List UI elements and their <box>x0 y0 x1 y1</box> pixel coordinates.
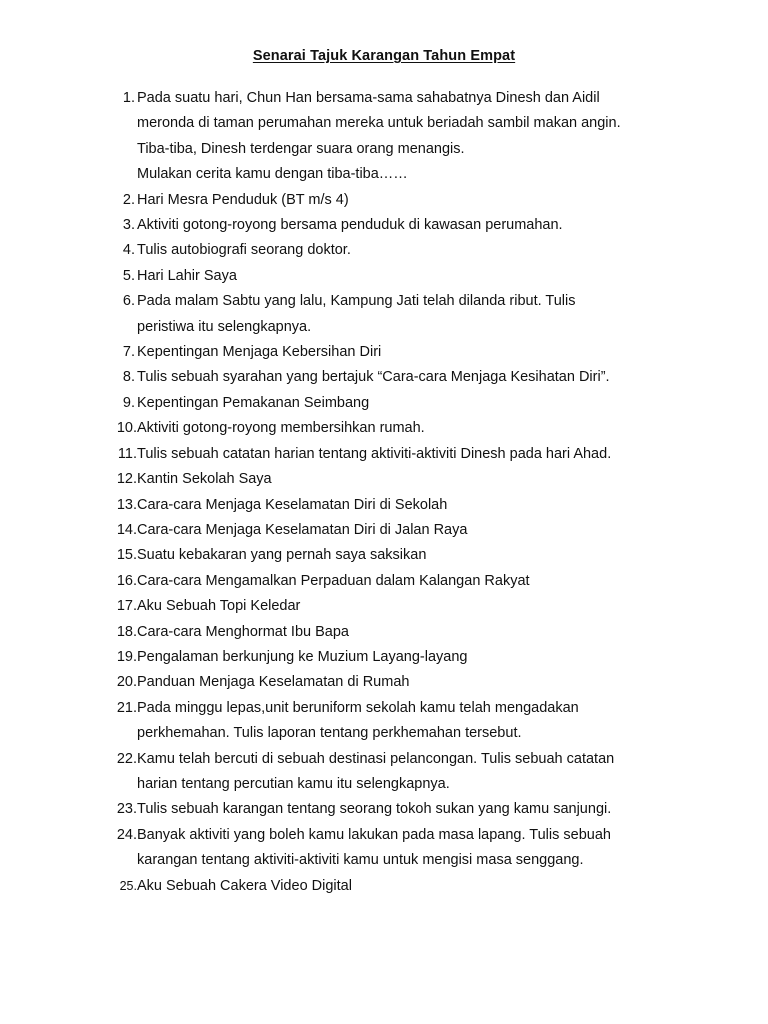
item-text-line: Hari Lahir Saya <box>137 267 237 284</box>
list-item <box>0 543 768 568</box>
item-number: 2. <box>122 191 135 208</box>
item-text <box>137 823 768 874</box>
item-text <box>137 670 768 695</box>
item-text-line: peristiwa itu selengkapnya. <box>137 318 312 335</box>
document-title: Senarai Tajuk Karangan Tahun Empat <box>252 48 516 64</box>
list-item <box>0 86 768 188</box>
essay-topic-list <box>0 86 768 899</box>
list-item <box>0 213 768 238</box>
list-item <box>0 391 768 416</box>
item-number: 11. <box>117 445 137 462</box>
list-item <box>0 797 768 822</box>
item-text-line: Tulis autobiografi seorang doktor. <box>137 242 351 259</box>
item-number: 24. <box>116 826 137 843</box>
list-item <box>0 238 768 263</box>
item-text-line: Panduan Menjaga Keselamatan di Rumah <box>137 674 410 691</box>
item-text-line: Aku Sebuah Topi Keledar <box>137 598 301 615</box>
item-text-line: Mulakan cerita kamu dengan tiba-tiba…… <box>137 166 408 183</box>
item-text-line: Aktiviti gotong-royong bersama penduduk di kawasan perumahan. <box>137 217 563 234</box>
item-text <box>137 747 768 798</box>
item-text <box>137 188 768 213</box>
item-text <box>137 340 768 365</box>
list-item <box>0 747 768 798</box>
item-number: 3. <box>122 217 135 234</box>
list-item <box>0 620 768 645</box>
item-text <box>137 696 768 747</box>
item-number: 22. <box>116 750 137 767</box>
item-text-line: Tulis sebuah catatan harian tentang aktiviti-aktiviti Dinesh pada hari Ahad. <box>137 445 612 462</box>
item-text-line: Kepentingan Pemakanan Seimbang <box>137 394 370 411</box>
item-number: 17. <box>116 598 137 615</box>
item-text <box>137 493 768 518</box>
item-text-line: Pada minggu lepas,unit beruniform sekolah kamu telah mengadakan <box>137 699 579 716</box>
item-text <box>137 442 768 467</box>
item-text-line: Tulis sebuah karangan tentang seorang tokoh sukan yang kamu sanjungi. <box>137 801 612 818</box>
item-text-line: Hari Mesra Penduduk (BT m/s 4) <box>137 191 349 208</box>
item-text <box>137 797 768 822</box>
item-number: 19. <box>116 648 137 665</box>
item-text <box>137 594 768 619</box>
item-text-line: harian tentang percutian kamu itu selengkapnya. <box>137 775 450 792</box>
list-item <box>0 696 768 747</box>
item-number: 1. <box>122 90 135 106</box>
item-number: 15. <box>116 547 137 564</box>
item-text <box>137 264 768 289</box>
item-text <box>137 569 768 594</box>
item-text-line: Kantin Sekolah Saya <box>137 471 272 488</box>
item-text-line: Cara-cara Menghormat Ibu Bapa <box>137 623 349 640</box>
list-item <box>0 874 768 899</box>
list-item <box>0 645 768 670</box>
item-number: 13. <box>116 496 137 513</box>
item-text-line: Pengalaman berkunjung ke Muzium Layang-layang <box>137 648 468 665</box>
item-number: 16. <box>116 572 137 589</box>
list-item <box>0 340 768 365</box>
item-text-line: Kepentingan Menjaga Kebersihan Diri <box>137 344 382 361</box>
item-number: 14. <box>116 521 137 538</box>
item-text <box>137 289 768 340</box>
item-number: 9. <box>122 394 135 411</box>
item-text-line: Kamu telah bercuti di sebuah destinasi pelancongan. Tulis sebuah catatan <box>137 750 615 767</box>
item-text-line: karangan tentang aktiviti-aktiviti kamu untuk mengisi masa senggang. <box>137 852 584 869</box>
item-text <box>137 518 768 543</box>
item-text <box>137 213 768 238</box>
item-text <box>137 238 768 263</box>
list-item <box>0 264 768 289</box>
list-item <box>0 467 768 492</box>
item-text-line: Cara-cara Menjaga Keselamatan Diri di Jalan Raya <box>137 521 468 538</box>
list-item <box>0 188 768 213</box>
item-number: 21. <box>116 699 137 716</box>
item-number: 4. <box>122 242 135 259</box>
item-text <box>137 467 768 492</box>
item-text <box>137 620 768 645</box>
item-number: 25. <box>119 878 137 893</box>
item-text-line: Cara-cara Mengamalkan Perpaduan dalam Kalangan Rakyat <box>137 572 530 589</box>
item-text-line: Pada malam Sabtu yang lalu, Kampung Jati telah dilanda ribut. Tulis <box>137 293 576 310</box>
item-number: 7. <box>122 344 135 361</box>
item-text <box>137 645 768 670</box>
list-item <box>0 823 768 874</box>
list-item <box>0 493 768 518</box>
item-text-line: Cara-cara Menjaga Keselamatan Diri di Sekolah <box>137 496 448 513</box>
item-text <box>137 543 768 568</box>
item-text <box>137 416 768 441</box>
item-text-line: Pada suatu hari, Chun Han bersama-sama sahabatnya Dinesh dan Aidil <box>137 90 600 106</box>
item-text-line: perkhemahan. Tulis laporan tentang perkhemahan tersebut. <box>137 725 522 742</box>
item-text-line: Aktiviti gotong-royong membersihkan rumah. <box>137 420 425 437</box>
item-text <box>137 874 768 899</box>
item-number: 20. <box>116 674 137 691</box>
item-number: 5. <box>122 267 135 284</box>
list-item <box>0 518 768 543</box>
item-text-line: Tulis sebuah syarahan yang bertajuk “Cara-cara Menjaga Kesihatan Diri”. <box>137 369 610 386</box>
item-text <box>137 86 768 188</box>
list-item <box>0 569 768 594</box>
item-text <box>137 365 768 390</box>
item-text-line: Tiba-tiba, Dinesh terdengar suara orang menangis. <box>137 140 465 157</box>
item-text <box>137 391 768 416</box>
list-item <box>0 289 768 340</box>
item-text-line: Suatu kebakaran yang pernah saya saksikan <box>137 547 427 564</box>
list-item <box>0 416 768 441</box>
item-number: 6. <box>122 293 135 310</box>
item-text-line: Aku Sebuah Cakera Video Digital <box>137 877 352 894</box>
list-item <box>0 442 768 467</box>
item-text-line: Banyak aktiviti yang boleh kamu lakukan pada masa lapang. Tulis sebuah <box>137 826 611 843</box>
item-number: 23. <box>116 801 137 818</box>
list-item <box>0 594 768 619</box>
item-number: 18. <box>116 623 137 640</box>
list-item <box>0 670 768 695</box>
item-number: 12. <box>116 471 137 488</box>
list-item <box>0 365 768 390</box>
item-number: 8. <box>122 369 135 386</box>
item-number: 10. <box>116 420 137 437</box>
item-text-line: meronda di taman perumahan mereka untuk beriadah sambil makan angin. <box>137 115 621 132</box>
